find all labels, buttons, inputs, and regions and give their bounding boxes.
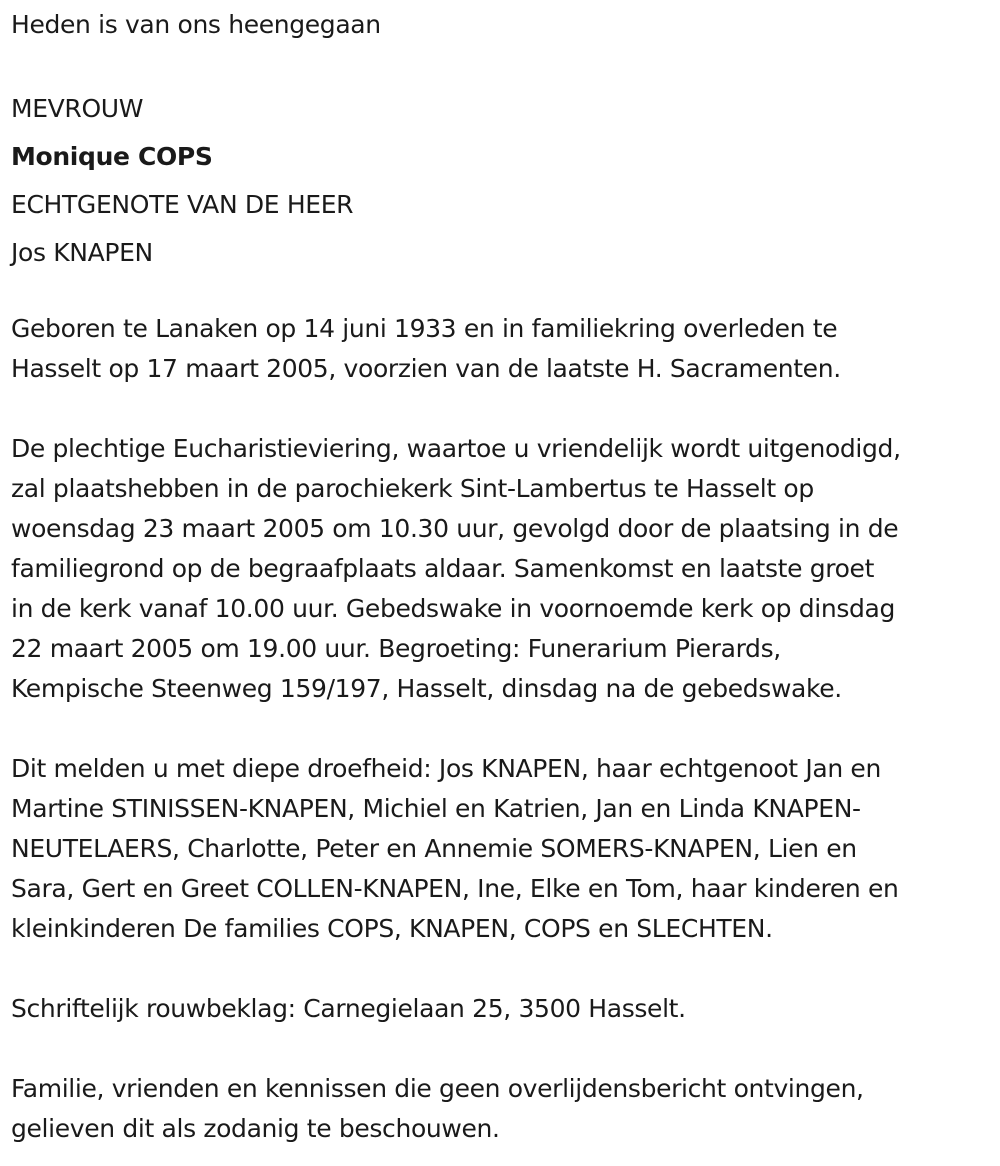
spouse-label: ECHTGENOTE VAN DE HEER <box>11 190 354 219</box>
paragraph-line: De plechtige Eucharistieviering, waartoe u vriendelijk wordt uitgenodigd, <box>11 434 901 463</box>
family-paragraph <box>11 749 991 949</box>
closing-paragraph <box>11 1069 991 1149</box>
spouse-name: Jos KNAPEN <box>11 238 153 267</box>
condolence-paragraph <box>11 989 991 1029</box>
paragraph-line: Martine STINISSEN-KNAPEN, Michiel en Katrien, Jan en Linda KNAPEN- <box>11 794 861 823</box>
birth-death-paragraph <box>11 309 991 389</box>
deceased-name: Monique COPS <box>11 142 213 171</box>
ceremony-paragraph <box>11 429 991 709</box>
paragraph-line: Geboren te Lanaken op 14 juni 1933 en in familiekring overleden te <box>11 314 838 343</box>
paragraph-line: Sara, Gert en Greet COLLEN-KNAPEN, Ine, Elke en Tom, haar kinderen en <box>11 874 899 903</box>
paragraph-line: kleinkinderen De families COPS, KNAPEN, COPS en SLECHTEN. <box>11 914 773 943</box>
paragraph-line: 22 maart 2005 om 19.00 uur. Begroeting: Funerarium Pierards, <box>11 634 781 663</box>
paragraph-line: Dit melden u met diepe droefheid: Jos KNAPEN, haar echtgenoot Jan en <box>11 754 881 783</box>
condolence-address: Schriftelijk rouwbeklag: Carnegielaan 25, 3500 Hasselt. <box>11 994 686 1023</box>
paragraph-line: woensdag 23 maart 2005 om 10.30 uur, gevolgd door de plaatsing in de <box>11 514 899 543</box>
paragraph-line: Familie, vrienden en kennissen die geen overlijdensbericht ontvingen, <box>11 1074 864 1103</box>
spacer <box>11 277 991 309</box>
paragraph-line: gelieven dit als zodanig te beschouwen. <box>11 1114 500 1143</box>
paragraph-line: NEUTELAERS, Charlotte, Peter en Annemie SOMERS-KNAPEN, Lien en <box>11 834 857 863</box>
title-text: MEVROUW <box>11 94 144 123</box>
paragraph-line: familiegrond op de begraafplaats aldaar. Samenkomst en laatste groet <box>11 554 875 583</box>
paragraph-line: Kempische Steenweg 159/197, Hasselt, dinsdag na de gebedswake. <box>11 674 842 703</box>
spacer <box>11 45 991 85</box>
intro-text: Heden is van ons heengegaan <box>11 10 381 39</box>
obituary-notice <box>11 5 991 1149</box>
paragraph-line: in de kerk vanaf 10.00 uur. Gebedswake in voornoemde kerk op dinsdag <box>11 594 896 623</box>
paragraph-line: Hasselt op 17 maart 2005, voorzien van de laatste H. Sacramenten. <box>11 354 841 383</box>
paragraph-line: zal plaatshebben in de parochiekerk Sint-Lambertus te Hasselt op <box>11 474 814 503</box>
